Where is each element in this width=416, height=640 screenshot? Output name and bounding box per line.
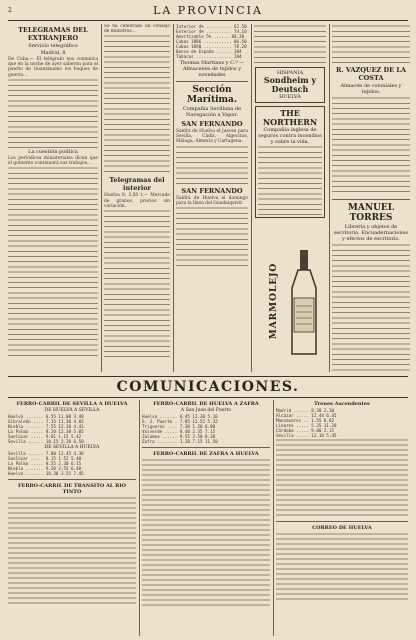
ad-text: Librería y objetos de escritorio. Encuadernaciones y efectos de escritorio. bbox=[333, 224, 409, 242]
timetable-madrid bbox=[276, 400, 408, 636]
divider bbox=[8, 479, 136, 480]
timetable-row: La Palma ..... 8.55 2.30 6.15 bbox=[8, 461, 82, 466]
stock-row: Tabacos .............. 204 bbox=[176, 54, 242, 59]
section-subheading: Servicio telegráfico bbox=[28, 43, 78, 49]
timetable-rows-filler bbox=[276, 438, 408, 518]
article-text: De Cuba.— El telégrafo nos comunica que en la noche de ayer salieron para el puerto de Guantánamo los buques de guerra... bbox=[8, 57, 98, 78]
article-text-filler bbox=[332, 243, 410, 372]
timetable-title: CORREO DE HUELVA bbox=[312, 525, 372, 531]
timetable-row: Sevilla ...... 7.00 12.45 4.30 bbox=[8, 451, 84, 456]
article-text: Los periódicos ministeriales dicen que el gobierno continuará sus trabajos... bbox=[8, 155, 98, 167]
article-text-filler bbox=[104, 34, 170, 174]
timetable-row: Linares ..... 5.35 11.20 bbox=[276, 423, 337, 428]
article-text-filler bbox=[176, 206, 248, 266]
stock-row: Amortizable 5% ...... 84.20 bbox=[176, 34, 245, 39]
ad-title: Sondheim y Deutsch bbox=[263, 75, 317, 94]
bottle-label: MARMOLEJO bbox=[269, 262, 279, 340]
divider bbox=[332, 199, 410, 200]
timetable-rows-filler bbox=[8, 496, 136, 606]
timetable-row: Huelva ....... 6.45 12.30 5.10 bbox=[142, 414, 218, 419]
article-text-filler bbox=[254, 24, 326, 64]
timetable-sevilla-huelva bbox=[8, 400, 136, 636]
timetable-title: FERRO-CARRIL DE TRANSITO AL RIO TINTO bbox=[17, 483, 126, 495]
page-number: 2 bbox=[8, 7, 12, 14]
divider bbox=[176, 81, 248, 82]
timetable-row: Huelva ....... 10.30 3.55 7.45 bbox=[8, 471, 84, 476]
timetable-row: Zafra ........ 1.20 7.15 11.50 bbox=[142, 439, 218, 444]
ship-name: SAN FERNANDO bbox=[181, 120, 243, 128]
page-header bbox=[8, 4, 408, 21]
bottle-illustration bbox=[284, 248, 324, 358]
ad-title: MANUEL TORRES bbox=[347, 203, 395, 223]
timetable-row: Alcázar ..... 12.44 6.45 bbox=[276, 413, 337, 418]
timetable-row: Zalamea ...... 9.55 3.50 8.30 bbox=[142, 434, 216, 439]
timetable-row: Sanlúcar ..... 8.15 1.52 5.40 bbox=[8, 456, 82, 461]
article-text-filler bbox=[332, 24, 410, 64]
timetable-row: Gibraleón .... 7.15 11.30 4.02 bbox=[8, 419, 84, 424]
column-telegrams bbox=[8, 24, 98, 372]
stock-row: Banco de España ...... 384 bbox=[176, 49, 242, 54]
stock-row: Exterior 4% .......... 74.10 bbox=[176, 29, 247, 34]
timetable-title: FERRO-CARRIL DE HUELVA A ZAFRA bbox=[153, 401, 259, 407]
timetable-row: La Palma ..... 8.20 12.38 5.05 bbox=[8, 429, 84, 434]
article-text: Se ha celebrado un consejo de ministros... bbox=[104, 24, 170, 35]
column-rule bbox=[251, 24, 252, 372]
timetable-row: Sevilla ..... 12.10 5.45 bbox=[276, 433, 337, 438]
timetable-rows-filler bbox=[142, 458, 270, 608]
stock-row: Cubas 1886 ........... 86.50 bbox=[176, 39, 247, 44]
divider bbox=[142, 447, 270, 448]
timetable-row: Huelva ....... 6.55 11.08 3.40 bbox=[8, 414, 84, 419]
article-text-filler bbox=[8, 166, 98, 356]
divider bbox=[276, 521, 408, 522]
timetable-row: Córdoba ..... 9.00 2.15 bbox=[276, 428, 334, 433]
timetable-subtitle: A San Juan del Puerto bbox=[180, 408, 232, 413]
ad-title: THE NORTHERN bbox=[262, 108, 318, 127]
section-heading: Telegramas del interior bbox=[109, 176, 165, 193]
timetable-rows bbox=[8, 451, 136, 476]
timetable-row: Trigueros .... 7.30 1.20 6.00 bbox=[142, 424, 216, 429]
timetable-title: Trenes Ascendentes bbox=[314, 401, 370, 407]
timetable-title: FERRO-CARRIL DE SEVILLA A HUELVA bbox=[16, 401, 128, 407]
column-ads-right bbox=[332, 24, 410, 372]
stock-list bbox=[176, 24, 248, 59]
signature-note: Thomas Martinez y C.ª — Almacenes de tejidos y novedades bbox=[179, 60, 245, 78]
timetable-subtitle: DE HUELVA A SEVILLA bbox=[44, 408, 100, 413]
timetable-rows bbox=[276, 408, 408, 438]
timetable-subtitle: DE SEVILLA A HUELVA bbox=[44, 445, 100, 450]
newspaper-title: LA PROVINCIA bbox=[153, 4, 263, 17]
column-rule bbox=[329, 24, 330, 372]
ship-schedule: Saldrá de Huelva el jueves para Sevilla, Cádiz, Algeciras, Málaga, Almería y Cartagena. bbox=[176, 129, 248, 145]
timetable-row: Valverde ..... 8.40 2.35 7.15 bbox=[142, 429, 216, 434]
timetable-huelva-zafra bbox=[142, 400, 270, 636]
article-text-filler bbox=[104, 209, 170, 359]
section-heading: Sección Marítima. bbox=[186, 85, 238, 105]
company-name: Compañía Sevillana de Navegación a Vapor. bbox=[182, 106, 242, 118]
ad-text-filler bbox=[258, 145, 322, 215]
ship-name: SAN FERNANDO bbox=[181, 186, 243, 195]
article-subhead: La cuestión política bbox=[28, 148, 78, 155]
column-rule bbox=[139, 400, 140, 636]
column-rule bbox=[273, 400, 274, 636]
timetable-row: Niebla ....... 7.55 12.10 4.41 bbox=[8, 424, 84, 429]
timetable-row: Madrid ...... 8.30 2.30 bbox=[276, 408, 334, 413]
stock-row: Interior 4% .......... 62.50 bbox=[176, 24, 247, 29]
article-text-filler bbox=[176, 145, 248, 185]
ad-text: Compañía inglesa de seguros contra incendios y sobre la vida. bbox=[258, 127, 322, 145]
timetable-row: S. J. Puerto . 7.05 12.52 5.32 bbox=[142, 419, 218, 424]
column-maritime bbox=[176, 24, 248, 372]
article-text-filler bbox=[8, 78, 98, 148]
section-band-title: COMUNICACIONES. bbox=[116, 379, 300, 395]
timetable-title: FERRO-CARRIL DE ZAFRA A HUELVA bbox=[153, 451, 259, 457]
timetable-rows bbox=[142, 414, 270, 444]
timetable-row: Niebla ....... 9.20 2.55 6.40 bbox=[8, 466, 82, 471]
timetable-row: Sanlúcar ..... 9.01 1.15 5.42 bbox=[8, 434, 82, 439]
advertisement bbox=[255, 106, 325, 218]
timetable-row: Manzanares .. 1.55 8.02 bbox=[276, 418, 334, 423]
ad-kicker: HISPANIA bbox=[276, 70, 304, 76]
dateline: Madrid, 8 bbox=[40, 50, 66, 56]
advertisement bbox=[255, 67, 325, 103]
column-rule bbox=[101, 24, 102, 372]
column-news bbox=[104, 24, 170, 372]
article-text: Huelva 8, 3.50 t.— Mercado de granos, precios sin variación. bbox=[104, 193, 170, 209]
timetable-rows bbox=[8, 414, 136, 444]
section-band bbox=[8, 376, 408, 398]
section-heading: TELEGRAMAS DEL EXTRANJERO bbox=[18, 26, 88, 42]
ship-schedule: Saldrá de Huelva el domingo para la línea del Guadalquivir. bbox=[176, 195, 248, 206]
stock-row: Cubas 1890 ........... 78.20 bbox=[176, 44, 247, 49]
ad-title: R. VAZQUEZ DE LA COSTA bbox=[335, 66, 406, 82]
column-rule bbox=[173, 24, 174, 372]
article-text-filler bbox=[332, 96, 410, 196]
ad-city: HUELVA bbox=[279, 94, 301, 100]
bottle-label-vertical bbox=[268, 248, 282, 358]
ad-text: Almacén de coloniales y tejidos. bbox=[340, 83, 402, 95]
timetable-rows-filler bbox=[276, 532, 408, 602]
timetable-row: Sevilla ...... 10.15 2.20 6.50 bbox=[8, 439, 84, 444]
